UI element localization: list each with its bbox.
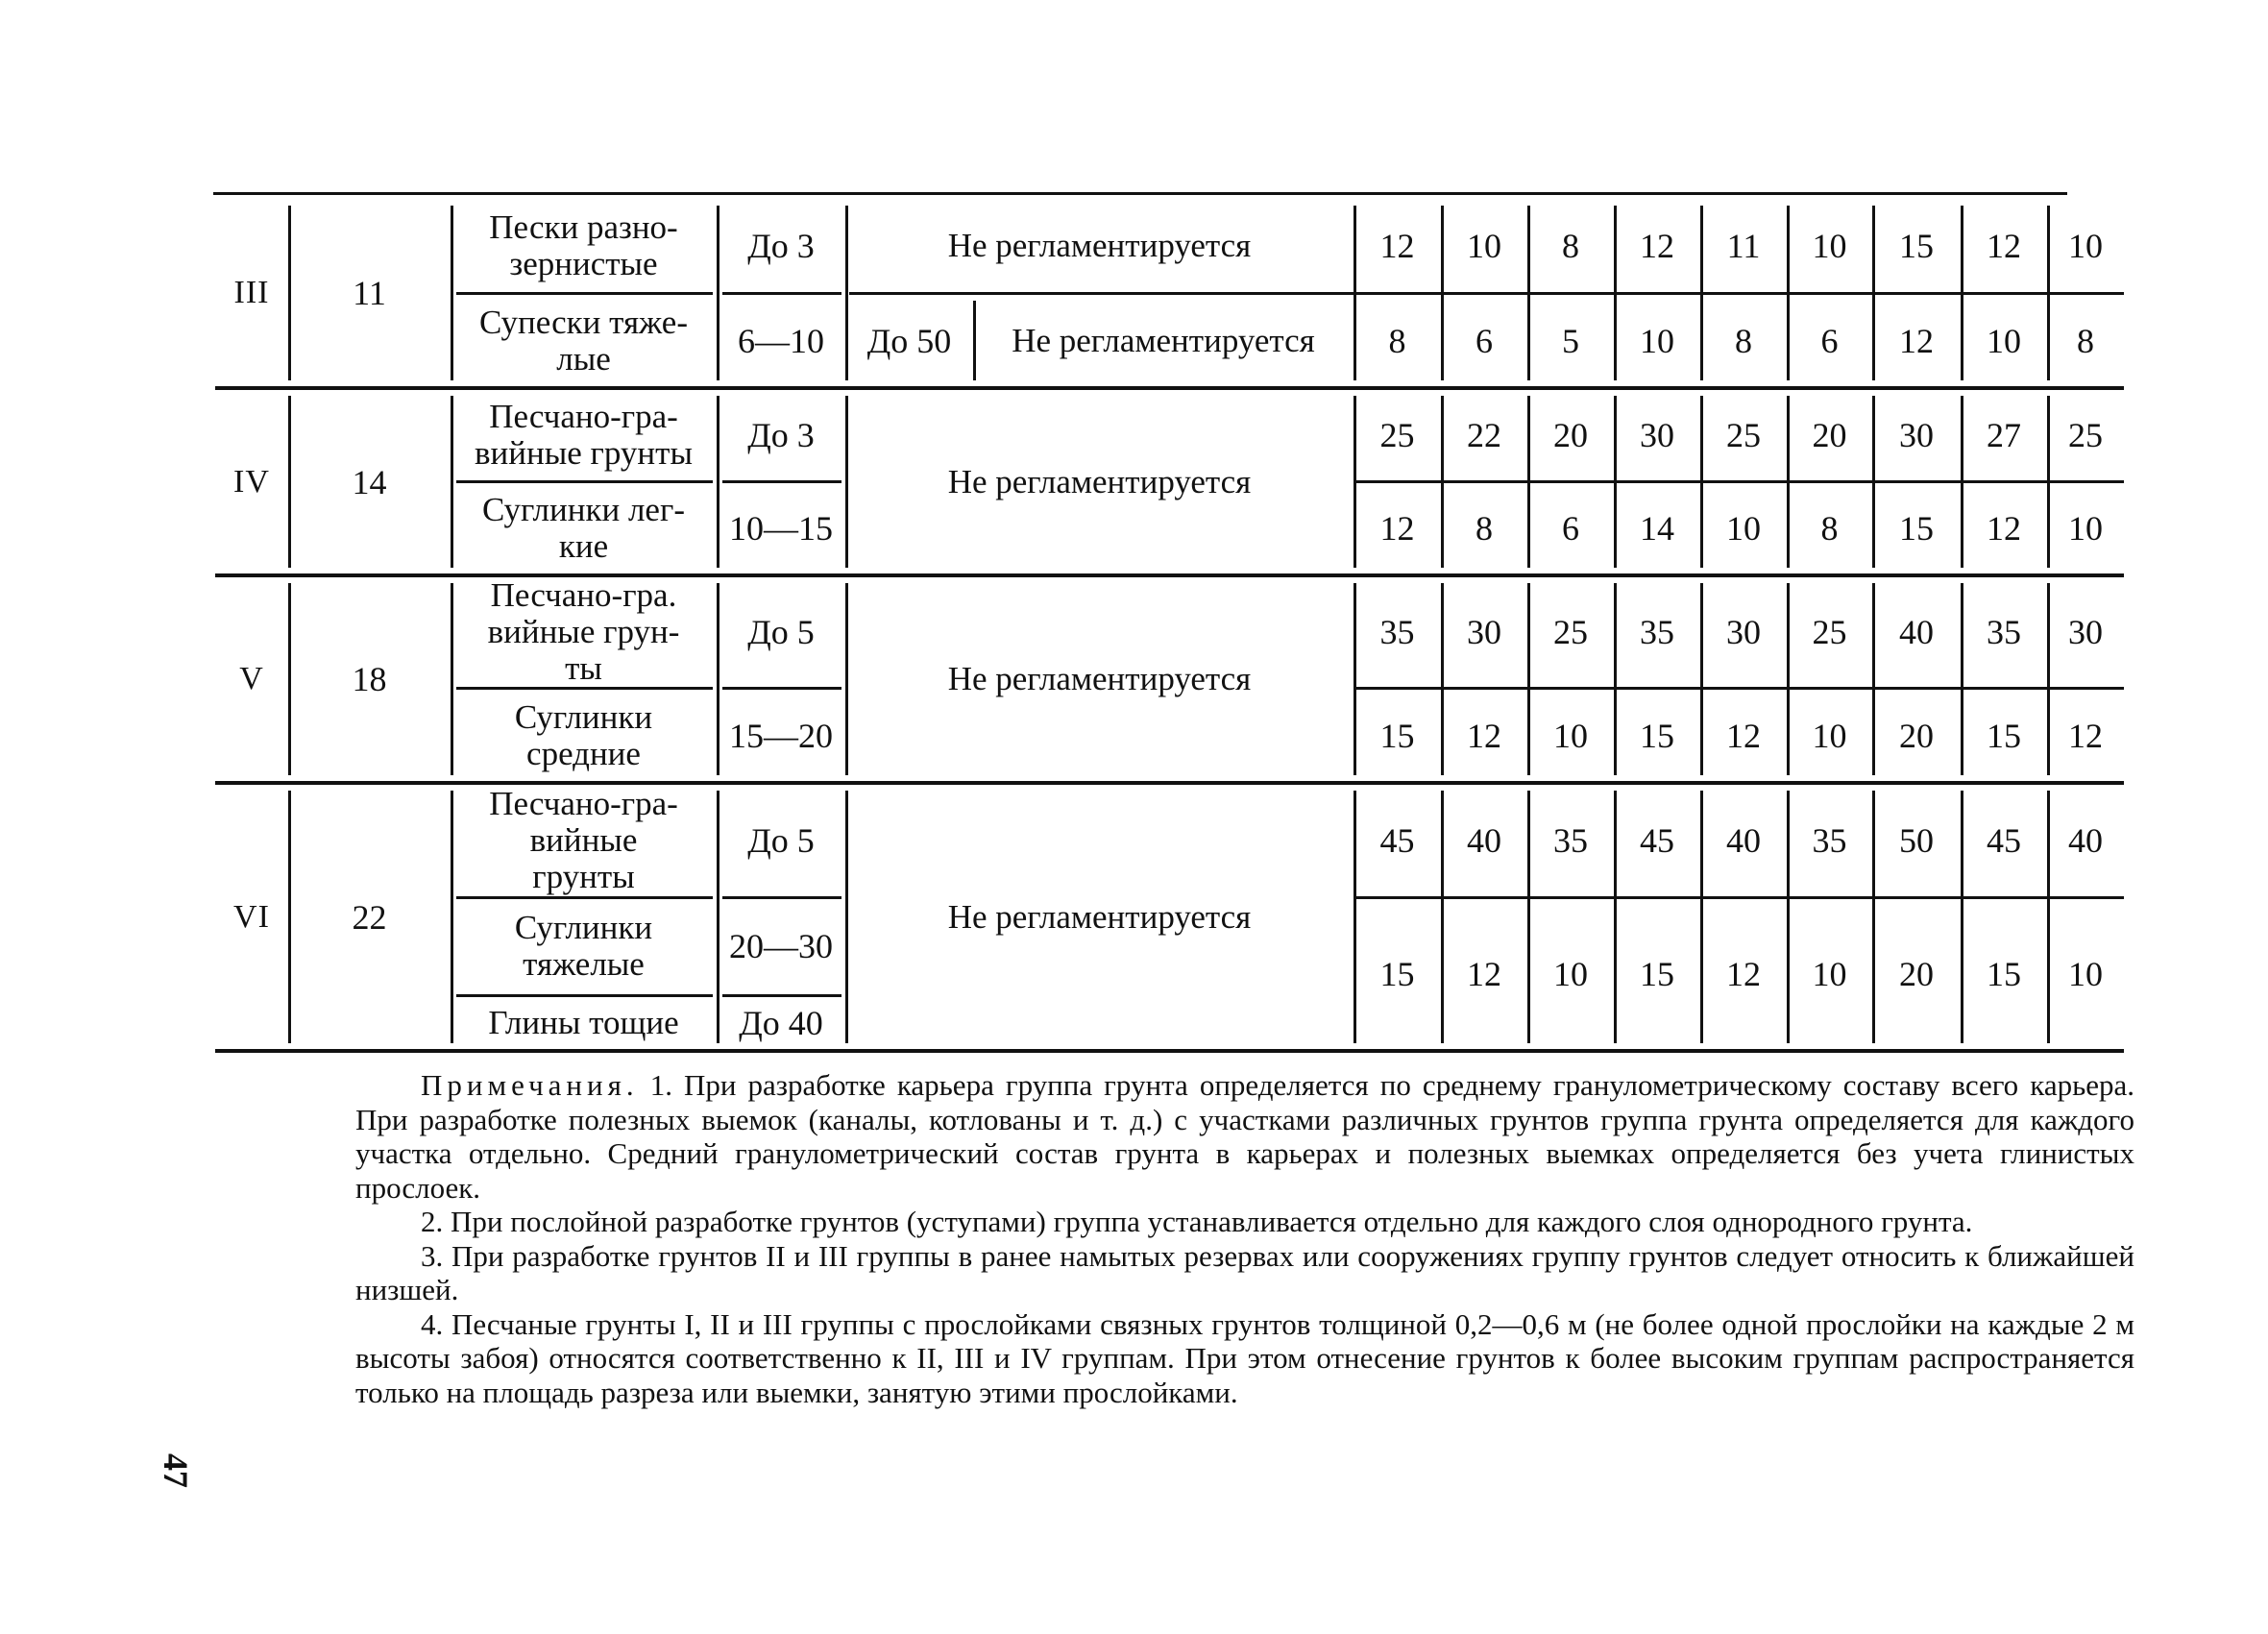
group-index: 14 — [352, 462, 387, 501]
value-cell: 10 — [1467, 226, 1501, 265]
regulation-text: Не регламентируется — [947, 226, 1252, 264]
value-cell: 25 — [2068, 415, 2103, 454]
value-cell: 15 — [1987, 955, 2021, 993]
value-cell: 22 — [1467, 415, 1501, 454]
value-cell: 35 — [1987, 612, 2021, 651]
value-cell: 10 — [2068, 226, 2103, 265]
soil-name — [456, 481, 711, 575]
regulation-limit: До 50 — [866, 321, 952, 360]
soil-content: 15—20 — [729, 716, 833, 755]
value-cell: 10 — [2068, 509, 2103, 548]
value-cell: 20 — [1812, 415, 1847, 454]
value-cell: 20 — [1899, 716, 1934, 755]
value-cell: 10 — [1812, 716, 1847, 755]
value-cell: 12 — [2068, 716, 2103, 755]
soil-name-line: вийные грунты — [475, 433, 693, 472]
group-numeral: VI — [233, 898, 270, 935]
value-cell: 35 — [1812, 820, 1847, 860]
value-cell: 15 — [1640, 716, 1674, 755]
soil-name — [456, 995, 711, 1051]
page-number: 47 — [157, 1453, 195, 1488]
soil-name-line: Песчано-гра- — [489, 397, 678, 435]
soil-name-line: лые — [556, 339, 611, 378]
table-row-rule — [722, 292, 841, 295]
soil-name-line: зернистые — [509, 244, 658, 282]
value-cell: 40 — [2068, 820, 2103, 860]
note-4: 4. Песчаные грунты I, II и III группы с прослойками связных грунтов толщиной 0,2—0,6 м (не более одной прослойки на каждые 2 м высоты забоя) относятся соответственно к II, III и IV группам. При этом отнесение грунтов к более высоким группам распространяется только на площадь разреза или выемки, занятую этими прослойками. — [355, 1306, 2134, 1409]
note-1 — [355, 1068, 2134, 1205]
value-cell: 5 — [1562, 321, 1579, 360]
value-cell: 10 — [1640, 321, 1674, 360]
value-cell: 20 — [1899, 955, 1934, 993]
soil-name-line: Пески разно- — [489, 207, 678, 246]
soil-name — [456, 388, 711, 481]
soil-name-line: ты — [565, 648, 602, 687]
value-cell: 12 — [1987, 226, 2021, 265]
value-cell: 10 — [1553, 716, 1588, 755]
soil-name-line: Супески тяже- — [479, 303, 688, 341]
soil-content: До 3 — [747, 415, 815, 454]
value-cell: 8 — [1388, 321, 1406, 360]
table-row-rule — [722, 480, 841, 483]
soil-name — [456, 897, 711, 995]
value-cell: 12 — [1726, 716, 1761, 755]
soil-name-line: Песчано-гра. — [490, 575, 677, 614]
notes-heading: Примечания. — [421, 1068, 639, 1102]
note-3: 3. При разработке грунтов II и III группы в ранее намытых резервах или сооружениях группу грунтов следует относить к ближайшей низшей. — [355, 1238, 2134, 1306]
group-index: 22 — [352, 897, 387, 937]
value-cell: 8 — [1820, 509, 1839, 548]
table-row-rule — [456, 480, 713, 483]
value-cell: 8 — [2077, 321, 2094, 360]
value-cell: 14 — [1640, 509, 1674, 548]
table-column-rule — [451, 791, 453, 1043]
regulation-text: Не регламентируется — [1012, 321, 1315, 359]
soil-name — [456, 688, 711, 783]
value-cell: 25 — [1379, 415, 1415, 454]
value-cell: 25 — [1553, 612, 1588, 651]
value-cell: 30 — [1726, 612, 1761, 651]
regulation-text: Не регламентируется — [947, 462, 1252, 500]
table-row-rule — [456, 687, 713, 690]
group-numeral: III — [233, 275, 270, 310]
value-cell: 35 — [1640, 612, 1674, 651]
table-row-rule — [456, 896, 713, 899]
value-cell: 6 — [1475, 321, 1493, 360]
table-row-rule — [722, 994, 841, 997]
value-cell: 15 — [1899, 509, 1934, 548]
value-cell: 12 — [1467, 955, 1501, 993]
soil-name-line: тяжелые — [523, 945, 645, 983]
soil-name — [456, 575, 711, 688]
soil-name-line: вийные — [529, 820, 638, 859]
soil-content: До 40 — [739, 1004, 823, 1042]
value-cell: 50 — [1899, 820, 1934, 860]
soil-name — [456, 293, 711, 388]
value-cell: 15 — [1987, 716, 2021, 755]
notes-section — [355, 1068, 2134, 1409]
regulation-text: Не регламентируется — [947, 897, 1252, 936]
value-cell: 12 — [1899, 321, 1934, 360]
soil-name-line: Глины тощие — [488, 1004, 679, 1041]
table-top-rule — [213, 192, 2067, 195]
value-cell: 25 — [1812, 612, 1847, 651]
value-cell: 10 — [2068, 955, 2103, 993]
soil-name-line: Песчано-гра- — [489, 784, 678, 822]
group-numeral: IV — [233, 463, 270, 500]
soil-name-line: кие — [558, 527, 609, 565]
value-cell: 15 — [1899, 226, 1934, 265]
value-cell: 15 — [1640, 955, 1674, 993]
soil-content: До 3 — [747, 226, 815, 265]
value-cell: 6 — [1562, 509, 1579, 548]
value-cell: 15 — [1379, 716, 1415, 755]
value-cell: 12 — [1640, 226, 1674, 265]
group-index: 18 — [352, 660, 387, 698]
value-cell: 8 — [1562, 226, 1579, 265]
table-column-rule — [451, 396, 453, 568]
value-cell: 35 — [1379, 612, 1415, 651]
soil-content: До 5 — [747, 820, 815, 860]
value-cell: 12 — [1726, 955, 1761, 993]
soil-name-line: средние — [526, 734, 641, 772]
value-cell: 30 — [1899, 415, 1934, 454]
value-cell: 35 — [1553, 820, 1588, 860]
note-1-text: 1. При разработке карьера группа грунта определяется по среднему гранулометрическому составу всего карьера. При разработке полезных выемок (каналы, котлованы и т. д.) с участками различных грунтов группа грунта определяется для каждого участка отдельно. Средний гранулометрический состав грунта в карьерах и полезных выемках определяется без учета глинистых прослоек. — [355, 1068, 2134, 1205]
value-cell: 8 — [1475, 509, 1493, 548]
value-cell: 12 — [1987, 509, 2021, 548]
value-cell: 30 — [2068, 612, 2103, 651]
soil-name — [456, 198, 711, 293]
value-cell: 40 — [1467, 820, 1501, 860]
table-column-rule — [451, 206, 453, 380]
regulation-text: Не регламентируется — [947, 660, 1252, 697]
soil-name-line: Суглинки — [514, 697, 653, 736]
soil-name-line: Суглинки — [514, 909, 653, 946]
value-cell: 8 — [1735, 321, 1752, 360]
value-cell: 12 — [1379, 509, 1415, 548]
table-row-rule — [722, 896, 841, 899]
soil-content: До 5 — [747, 612, 815, 651]
group-numeral: V — [239, 661, 264, 696]
value-cell: 40 — [1899, 612, 1934, 651]
value-cell: 45 — [1987, 820, 2021, 860]
value-cell: 12 — [1467, 716, 1501, 755]
value-cell: 40 — [1726, 820, 1761, 860]
soil-content: 20—30 — [729, 927, 833, 965]
value-cell: 25 — [1726, 415, 1761, 454]
value-cell: 10 — [1812, 955, 1847, 993]
value-cell: 30 — [1467, 612, 1501, 651]
soil-name-line: вийные грун- — [487, 612, 680, 650]
value-cell: 20 — [1553, 415, 1588, 454]
value-cell: 6 — [1820, 321, 1839, 360]
value-cell: 45 — [1640, 820, 1674, 860]
table-row-rule — [456, 994, 713, 997]
soil-name-line: Суглинки лег- — [482, 491, 685, 528]
table-row-rule — [722, 687, 841, 690]
value-cell: 11 — [1726, 226, 1761, 265]
table-column-rule — [451, 583, 453, 775]
soil-name — [456, 783, 711, 897]
soil-content: 10—15 — [729, 509, 833, 548]
value-cell: 15 — [1379, 955, 1415, 993]
value-cell: 10 — [1553, 955, 1588, 993]
value-cell: 10 — [1812, 226, 1847, 265]
table-row-rule — [456, 292, 713, 295]
value-cell: 27 — [1987, 415, 2021, 454]
note-2: 2. При послойной разработке грунтов (уступами) группа устанавливается отдельно для каждого слоя однородного грунта. — [421, 1205, 1973, 1238]
soil-name-line: грунты — [532, 857, 635, 895]
value-cell: 10 — [1987, 321, 2021, 360]
value-cell: 10 — [1726, 509, 1761, 548]
value-cell: 30 — [1640, 415, 1674, 454]
group-index: 11 — [353, 274, 386, 312]
value-cell: 12 — [1379, 226, 1415, 265]
value-cell: 45 — [1379, 820, 1415, 860]
soil-content: 6—10 — [738, 321, 824, 360]
